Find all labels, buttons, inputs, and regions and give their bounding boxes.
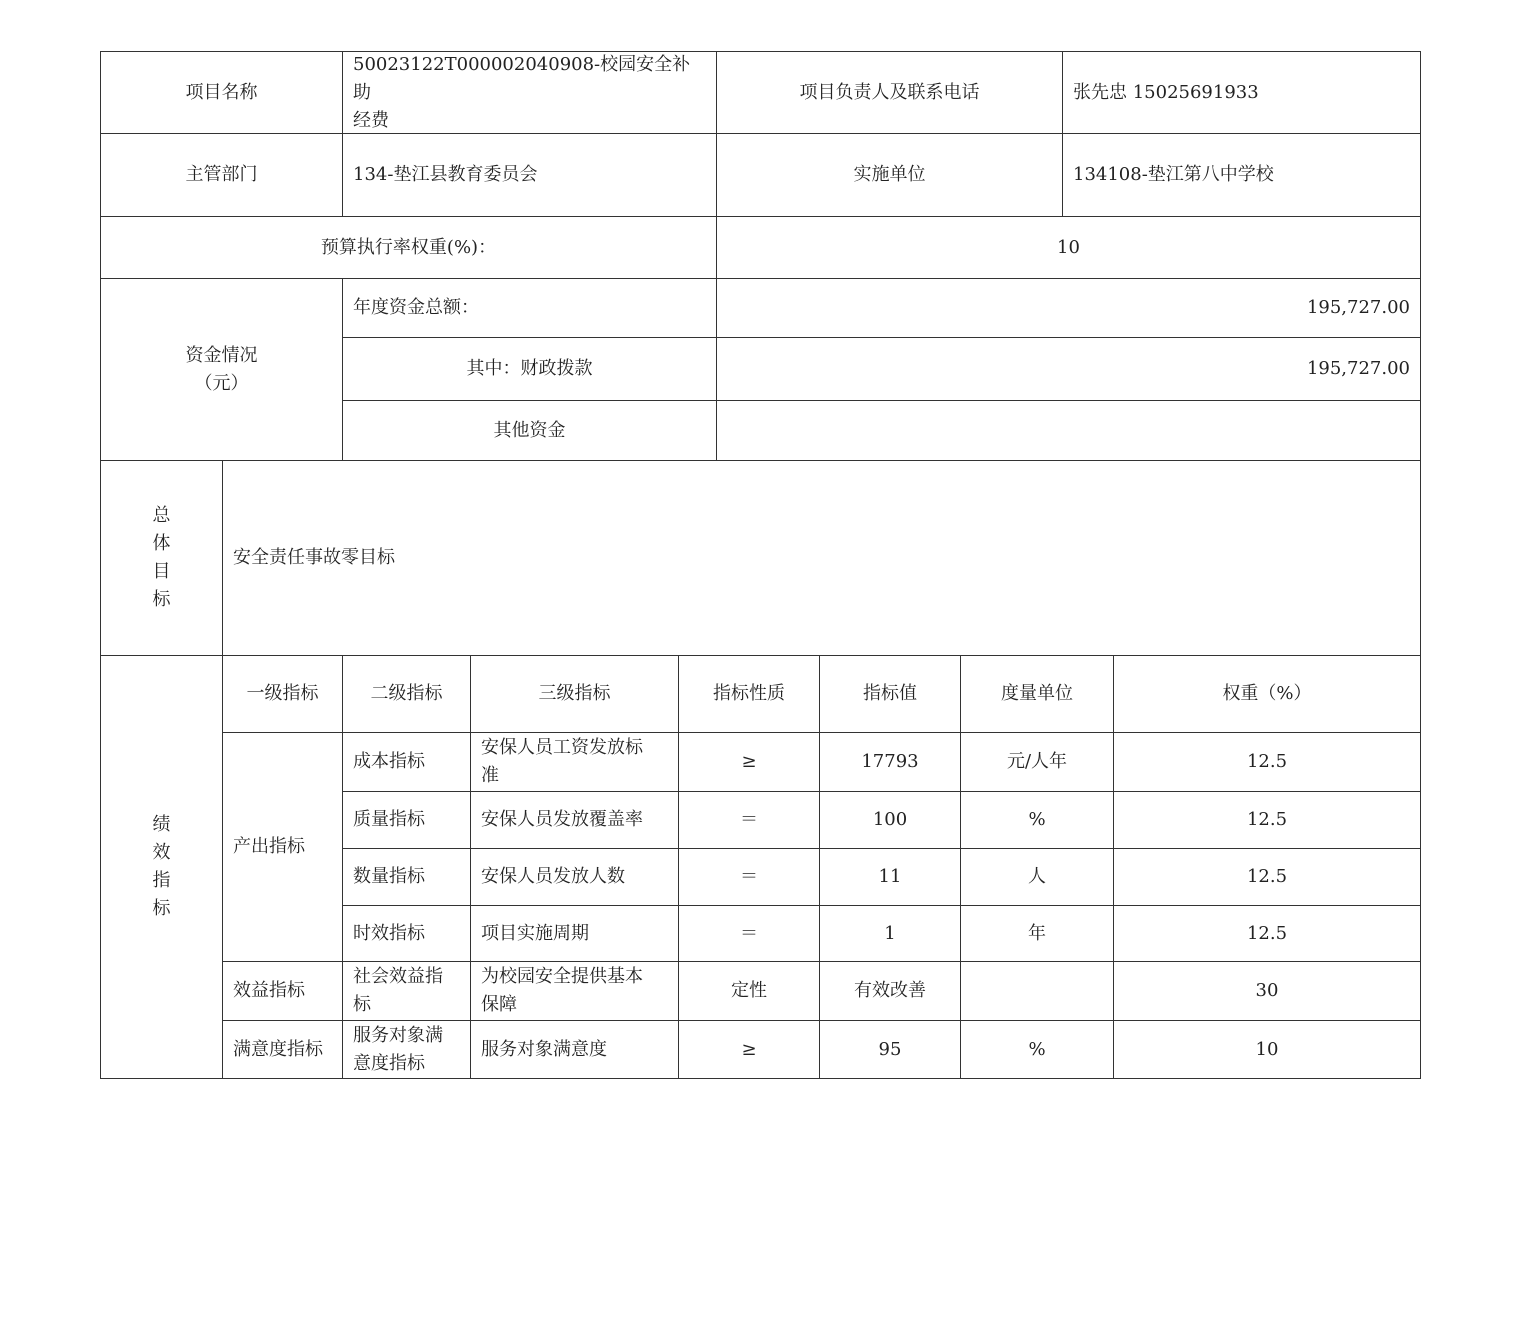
header-level3: 三级指标 <box>470 655 679 733</box>
row-nature: ≥ <box>678 1020 820 1079</box>
row-value: 有效改善 <box>819 961 961 1021</box>
leader-value: 张先忠 15025691933 <box>1062 51 1421 134</box>
fiscal-funds-value: 195,727.00 <box>716 337 1421 401</box>
fiscal-funds-label: 其中：财政拨款 <box>342 337 717 401</box>
row-unit: 元/人年 <box>960 732 1114 792</box>
row-unit: 人 <box>960 848 1114 906</box>
funds-label: 资金情况 （元） <box>100 278 343 461</box>
impl-value: 134108-垫江第八中学校 <box>1062 133 1421 217</box>
row-weight: 30 <box>1113 961 1421 1021</box>
header-level2: 二级指标 <box>342 655 471 733</box>
project-name-label: 项目名称 <box>100 51 343 134</box>
row-level2: 时效指标 <box>342 905 471 962</box>
annual-funds-label: 年度资金总额： <box>342 278 717 338</box>
annual-funds-value: 195,727.00 <box>716 278 1421 338</box>
row-nature: ＝ <box>678 848 820 906</box>
header-level1: 一级指标 <box>222 655 343 733</box>
row-unit: 年 <box>960 905 1114 962</box>
performance-target-table <box>100 51 1421 1079</box>
dept-value: 134-垫江县教育委员会 <box>342 133 717 217</box>
row-level3: 安保人员发放人数 <box>470 848 679 906</box>
row-level3: 为校园安全提供基本 保障 <box>470 961 679 1021</box>
row-weight: 12.5 <box>1113 732 1421 792</box>
perf-label: 绩 效 指 标 <box>100 655 223 1079</box>
header-weight: 权重（%） <box>1113 655 1421 733</box>
row-value: 17793 <box>819 732 961 792</box>
row-nature: 定性 <box>678 961 820 1021</box>
row-value: 11 <box>819 848 961 906</box>
budget-weight-value: 10 <box>716 216 1421 279</box>
row-nature: ＝ <box>678 905 820 962</box>
row-level2: 社会效益指 标 <box>342 961 471 1021</box>
goal-label: 总 体 目 标 <box>100 460 223 656</box>
leader-label: 项目负责人及联系电话 <box>716 51 1063 134</box>
goal-text: 安全责任事故零目标 <box>222 460 1421 656</box>
group-satisfaction: 满意度指标 <box>222 1020 343 1079</box>
budget-weight-label: 预算执行率权重(%)： <box>100 216 717 279</box>
other-funds-label: 其他资金 <box>342 400 717 461</box>
row-level3: 项目实施周期 <box>470 905 679 962</box>
row-level2: 服务对象满 意度指标 <box>342 1020 471 1079</box>
row-value: 95 <box>819 1020 961 1079</box>
row-value: 1 <box>819 905 961 962</box>
row-nature: ≥ <box>678 732 820 792</box>
row-level3: 安保人员工资发放标 准 <box>470 732 679 792</box>
group-benefit: 效益指标 <box>222 961 343 1021</box>
row-weight: 12.5 <box>1113 905 1421 962</box>
group-output: 产出指标 <box>222 732 343 962</box>
impl-label: 实施单位 <box>716 133 1063 217</box>
row-unit: % <box>960 791 1114 849</box>
dept-label: 主管部门 <box>100 133 343 217</box>
row-value: 100 <box>819 791 961 849</box>
header-nature: 指标性质 <box>678 655 820 733</box>
row-weight: 12.5 <box>1113 791 1421 849</box>
row-level2: 质量指标 <box>342 791 471 849</box>
project-name-value: 50023122T000002040908-校园安全补助 经费 <box>342 51 717 134</box>
row-level2: 数量指标 <box>342 848 471 906</box>
row-unit: % <box>960 1020 1114 1079</box>
row-weight: 12.5 <box>1113 848 1421 906</box>
other-funds-value <box>716 400 1421 461</box>
row-level2: 成本指标 <box>342 732 471 792</box>
row-nature: ＝ <box>678 791 820 849</box>
header-value: 指标值 <box>819 655 961 733</box>
row-level3: 安保人员发放覆盖率 <box>470 791 679 849</box>
row-level3: 服务对象满意度 <box>470 1020 679 1079</box>
header-unit: 度量单位 <box>960 655 1114 733</box>
row-weight: 10 <box>1113 1020 1421 1079</box>
row-unit <box>960 961 1114 1021</box>
